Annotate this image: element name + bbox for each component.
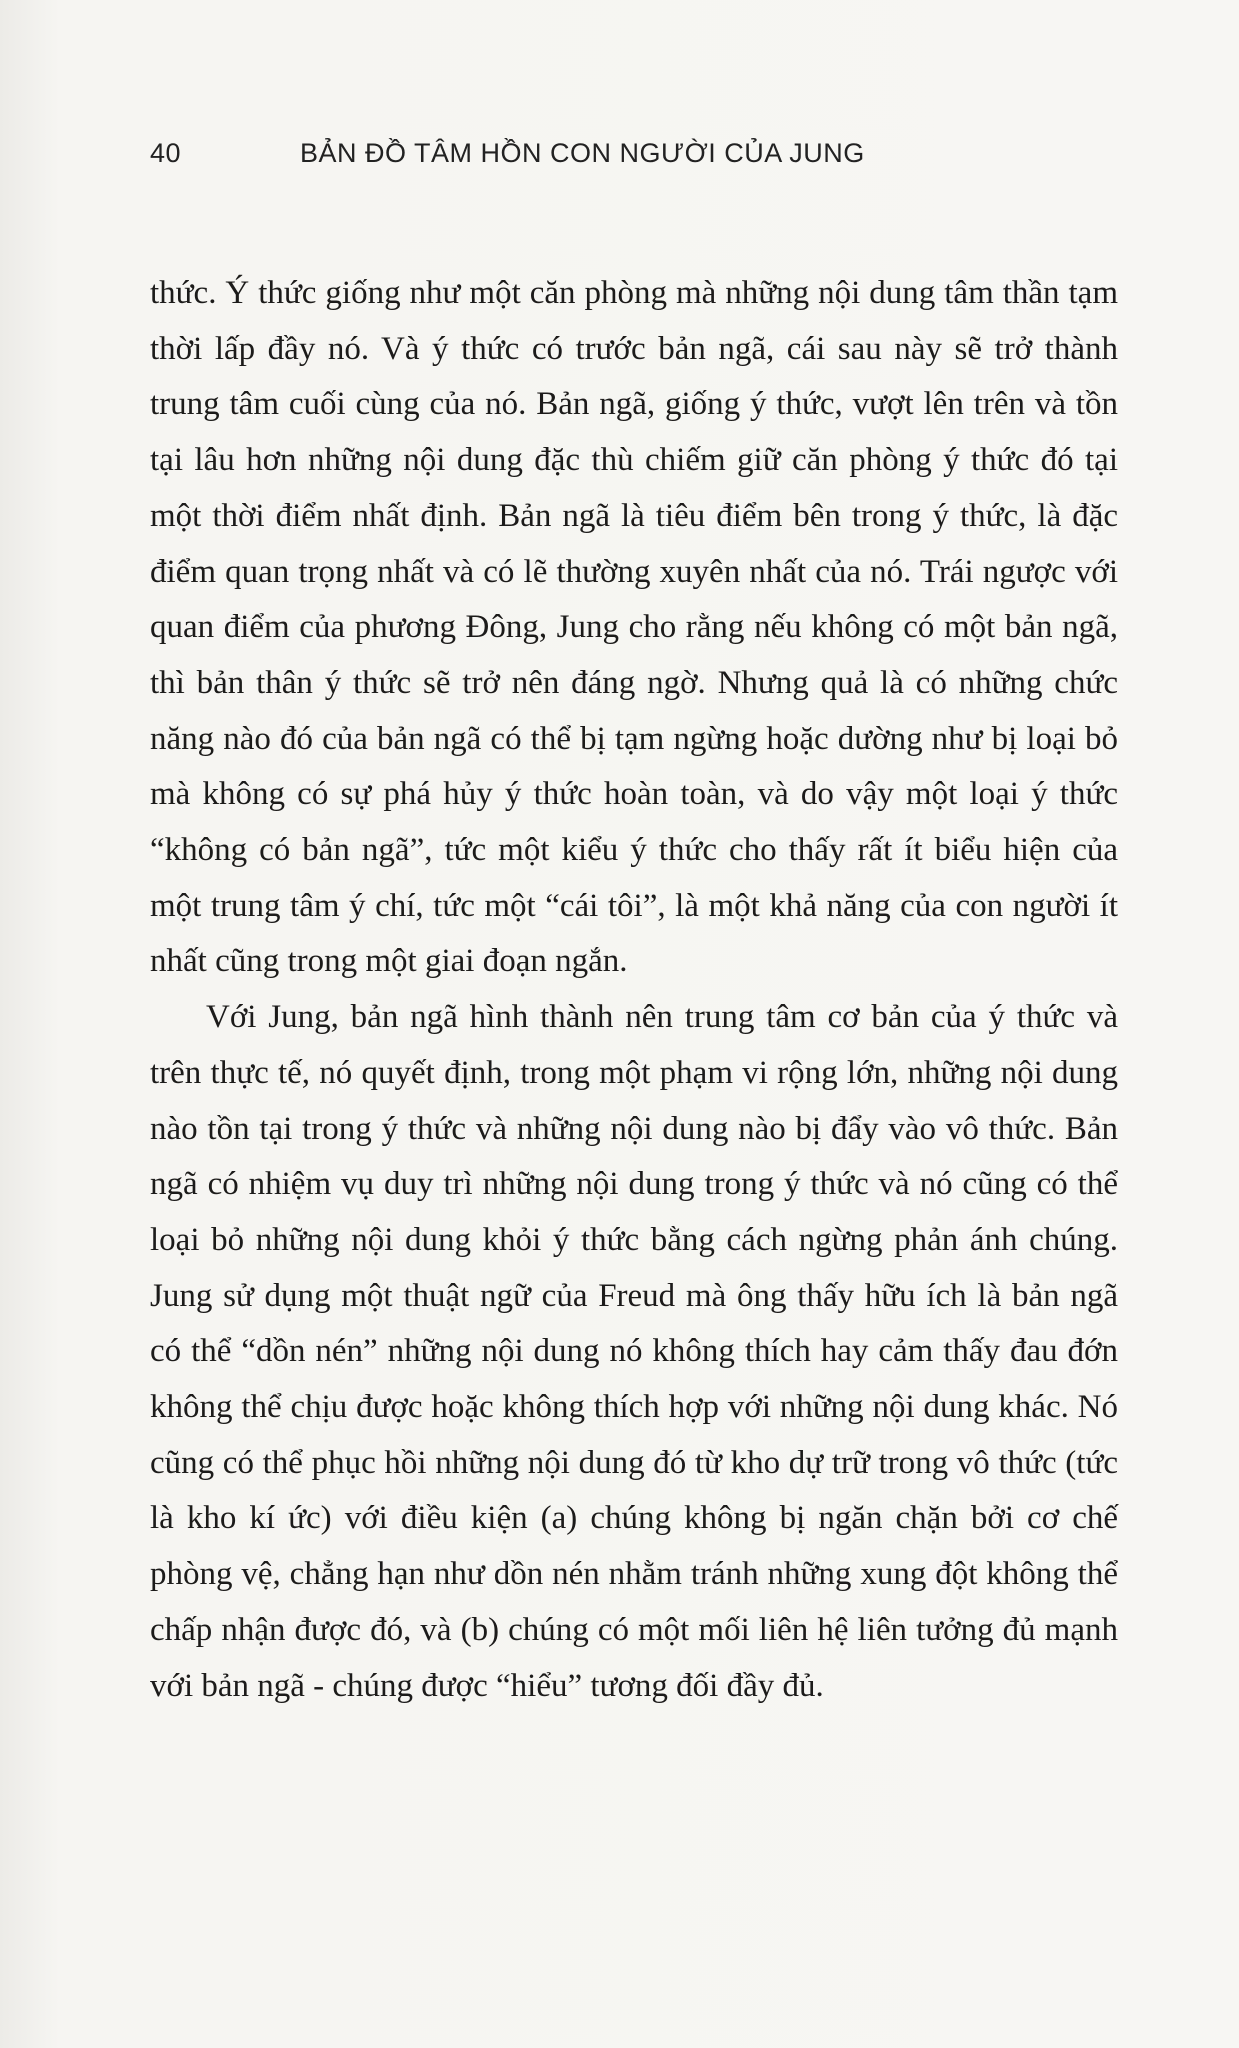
body-text — [150, 266, 1118, 1714]
page-number: 40 — [150, 138, 182, 168]
paragraph: Với Jung, bản ngã hình thành nên trung tâm cơ bản của ý thức và trên thực tế, nó quyết định, trong một phạm vi rộng lớn, những nội dung nào tồn tại trong ý thức và những nội dung nào bị đẩy vào vô thức. Bản ngã có nhiệm vụ duy trì những nội dung trong ý thức và nó cũng có thể loại bỏ những nội dung khỏi ý thức bằng cách ngừng phản ánh chúng. Jung sử dụng một thuật ngữ của Freud mà ông thấy hữu ích là bản ngã có thể “dồn nén” những nội dung nó không thích hay cảm thấy đau đớn không thể chịu được hoặc không thích hợp với những nội dung khác. Nó cũng có thể phục hồi những nội dung đó từ kho dự trữ trong vô thức (tức là kho kí ức) với điều kiện (a) chúng không bị ngăn chặn bởi cơ chế phòng vệ, chẳng hạn như dồn nén nhằm tránh những xung đột không thể chấp nhận được đó, và (b) chúng có một mối liên hệ liên tưởng đủ mạnh với bản ngã - chúng được “hiểu” tương đối đầy đủ. — [150, 999, 1118, 1704]
running-head — [150, 138, 1110, 178]
paragraph-continued: thức. Ý thức giống như một căn phòng mà những nội dung tâm thần tạm thời lấp đầy nó. Và ý thức có trước bản ngã, cái sau này sẽ trở thành trung tâm cuối cùng của nó. Bản ngã, giống ý thức, vượt lên trên và tồn tại lâu hơn những nội dung đặc thù chiếm giữ căn phòng ý thức đó tại một thời điểm nhất định. Bản ngã là tiêu điểm bên trong ý thức, là đặc điểm quan trọng nhất và có lẽ thường xuyên nhất của nó. Trái ngược với quan điểm của phương Đông, Jung cho rằng nếu không có một bản ngã, thì bản thân ý thức sẽ trở nên đáng ngờ. Nhưng quả là có những chức năng nào đó của bản ngã có thể bị tạm ngừng hoặc dường như bị loại bỏ mà không có sự phá hủy ý thức hoàn toàn, và do vậy một loại ý thức “không có bản ngã”, tức một kiểu ý thức cho thấy rất ít biểu hiện của một trung tâm ý chí, tức một “cái tôi”, là một khả năng của con người ít nhất cũng trong một giai đoạn ngắn. — [150, 275, 1118, 980]
book-title: BẢN ĐỒ TÂM HỒN CON NGƯỜI CỦA JUNG — [300, 138, 865, 168]
